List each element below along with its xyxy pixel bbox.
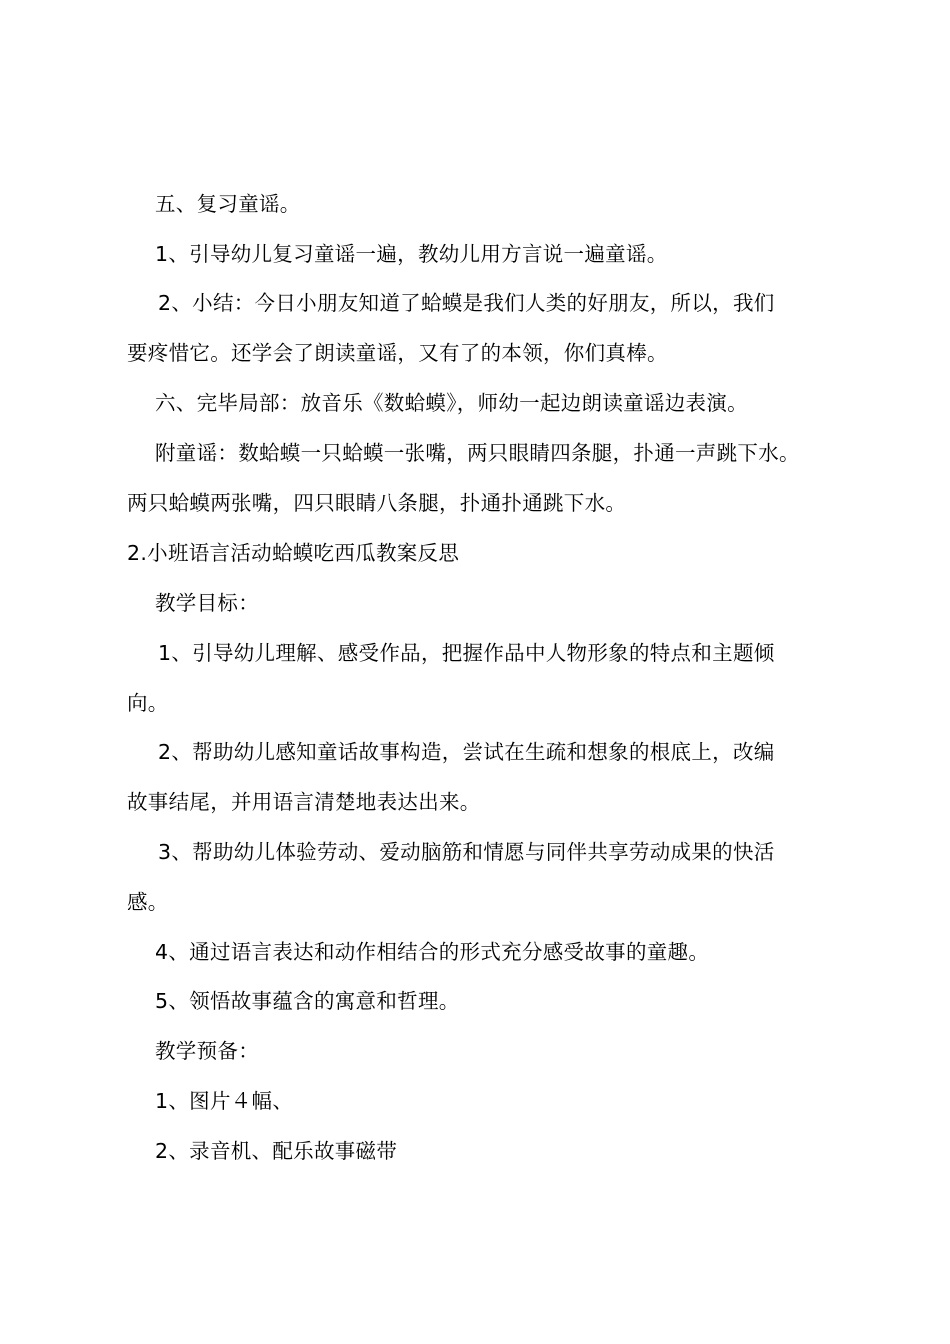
paragraph-line: 向。	[127, 691, 169, 715]
paragraph-line: 要疼惜它。还学会了朗读童谣，又有了的本领，你们真棒。	[127, 341, 668, 365]
paragraph-line: 3、帮助幼儿体验劳动、爱动脑筋和情愿与同伴共享劳动成果的快活	[158, 840, 775, 864]
paragraph-line: 附童谣：数蛤蟆一只蛤蟆一张嘴，两只眼睛四条腿，扑通一声跳下水。	[155, 441, 800, 465]
paragraph-line: 1、引导幼儿理解、感受作品，把握作品中人物形象的特点和主题倾	[158, 641, 775, 665]
document-title: 2.小班语言活动蛤蟆吃西瓜教案反思	[127, 541, 460, 565]
paragraph-line: 2、小结：今日小朋友知道了蛤蟆是我们人类的好朋友，所以，我们	[158, 291, 775, 315]
paragraph-line: 2、帮助幼儿感知童话故事构造，尝试在生疏和想象的根底上，改编	[158, 740, 775, 764]
paragraph-line: 4、通过语言表达和动作相结合的形式充分感受故事的童趣。	[155, 940, 710, 964]
section-heading-ending: 六、完毕局部：放音乐《数蛤蟆》，师幼一起边朗读童谣边表演。	[155, 391, 748, 415]
section-heading-goals: 教学目标：	[155, 591, 259, 615]
paragraph-line: 1、引导幼儿复习童谣一遍，教幼儿用方言说一遍童谣。	[155, 242, 668, 266]
paragraph-line: 5、领悟故事蕴含的寓意和哲理。	[155, 989, 460, 1013]
paragraph-line: 1、图片４幅、	[155, 1089, 294, 1113]
section-heading-review: 五、复习童谣。	[155, 192, 301, 216]
paragraph-line: 两只蛤蟆两张嘴，四只眼睛八条腿，扑通扑通跳下水。	[127, 491, 627, 515]
paragraph-line: 感。	[127, 890, 169, 914]
paragraph-line: 故事结尾，并用语言清楚地表达出来。	[127, 790, 481, 814]
paragraph-line: 2、录音机、配乐故事磁带	[155, 1139, 398, 1163]
section-heading-preparation: 教学预备：	[155, 1039, 259, 1063]
